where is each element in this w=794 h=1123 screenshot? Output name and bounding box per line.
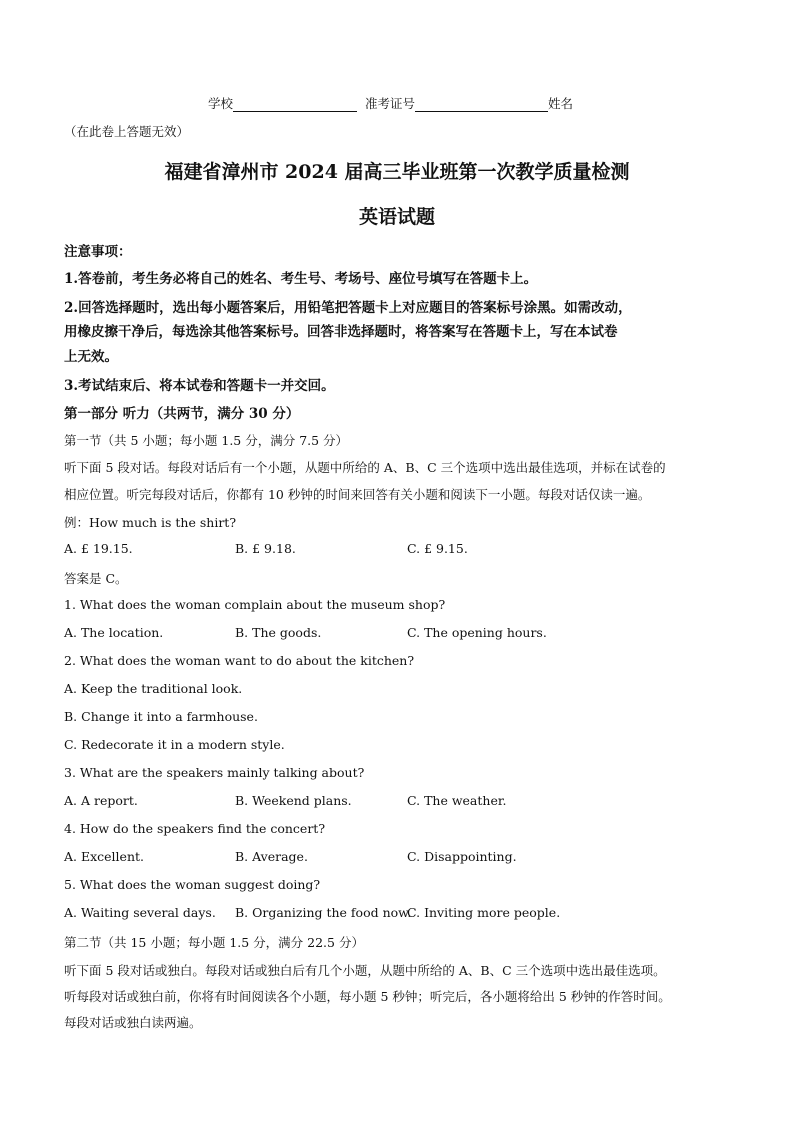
notice-item: 用橡皮擦干净后，每选涂其他答案标号。回答非选择题时，将答案写在答题卡上，写在本试卷 [64, 324, 618, 340]
notice-heading: 注意事项： [64, 244, 132, 260]
student-info-row [208, 94, 573, 112]
section1-instructions: 相应位置。听完每段对话后，你都有 10 秒钟的时间来回答有关小题和阅读下一小题。每段对话仅读一遍。 [64, 487, 651, 502]
question-1: 1. What does the woman complain about the museum shop? [64, 597, 446, 612]
example-option-a: A. £ 19.15. [64, 541, 133, 556]
notice-item: 3.考试结束后、将本试卷和答题卡一并交回。 [64, 378, 335, 394]
exam-no-blank [415, 97, 548, 112]
section2-instructions: 听下面 5 段对话或独白。每段对话或独白后有几个小题，从题中所给的 A、B、C 三个选项中选出最佳选项。 [64, 963, 666, 978]
question-3: 3. What are the speakers mainly talking about? [64, 765, 365, 780]
example-question: 例：How much is the shirt? [64, 515, 237, 530]
exam-subject: 英语试题 [358, 206, 435, 228]
q2-option-b: B. Change it into a farmhouse. [64, 709, 258, 724]
school-blank [233, 97, 357, 112]
exam-title: 福建省漳州市 2024 届高三毕业班第一次教学质量检测 [164, 161, 630, 183]
question-5: 5. What does the woman suggest doing? [64, 877, 321, 892]
section1-instructions: 听下面 5 段对话。每段对话后有一个小题，从题中所给的 A、B、C 三个选项中选出最佳选项，并标在试卷的 [64, 460, 666, 475]
question-2: 2. What does the woman want to do about the kitchen? [64, 653, 415, 668]
section2-heading: 第二节（共 15 小题；每小题 1.5 分，满分 22.5 分） [64, 935, 364, 950]
invalid-note: （在此卷上答题无效） [64, 124, 190, 139]
q4-option-c: C. Disappointing. [407, 849, 517, 864]
section2-instructions: 每段对话或独白读两遍。 [64, 1015, 202, 1030]
q1-option-b: B. The goods. [235, 625, 322, 640]
notice-item: 1.答卷前，考生务必将自己的姓名、考生号、考场号、座位号填写在答题卡上。 [64, 271, 538, 287]
q3-option-a: A. A report. [64, 793, 138, 808]
question-4: 4. How do the speakers find the concert? [64, 821, 326, 836]
q2-option-a: A. Keep the traditional look. [64, 681, 243, 696]
notice-item: 2.回答选择题时，选出每小题答案后，用铅笔把答题卡上对应题目的答案标号涂黑。如需改动， [64, 300, 632, 316]
example-answer: 答案是 C。 [64, 571, 128, 586]
q2-option-c: C. Redecorate it in a modern style. [64, 737, 285, 752]
q5-option-b: B. Organizing the food now. [235, 905, 412, 920]
example-option-b: B. £ 9.18. [235, 541, 296, 556]
exam-no-label: 准考证号 [365, 96, 416, 111]
q3-option-c: C. The weather. [407, 793, 507, 808]
section1-heading: 第一节（共 5 小题；每小题 1.5 分，满分 7.5 分） [64, 433, 349, 448]
notice-item: 上无效。 [64, 349, 118, 365]
q5-option-c: C. Inviting more people. [407, 905, 561, 920]
name-label: 姓名 [548, 96, 574, 111]
example-option-c: C. £ 9.15. [407, 541, 468, 556]
q3-option-b: B. Weekend plans. [235, 793, 352, 808]
q1-option-a: A. The location. [64, 625, 164, 640]
q1-option-c: C. The opening hours. [407, 625, 547, 640]
school-label: 学校 [208, 96, 234, 111]
q4-option-a: A. Excellent. [64, 849, 144, 864]
q4-option-b: B. Average. [235, 849, 308, 864]
section2-instructions: 听每段对话或独白前，你将有时间阅读各个小题，每小题 5 秒钟；听完后，各小题将给出 5 秒钟的作答时间。 [64, 989, 671, 1004]
q5-option-a: A. Waiting several days. [64, 905, 216, 920]
part1-heading: 第一部分 听力（共两节，满分 30 分） [64, 406, 300, 422]
